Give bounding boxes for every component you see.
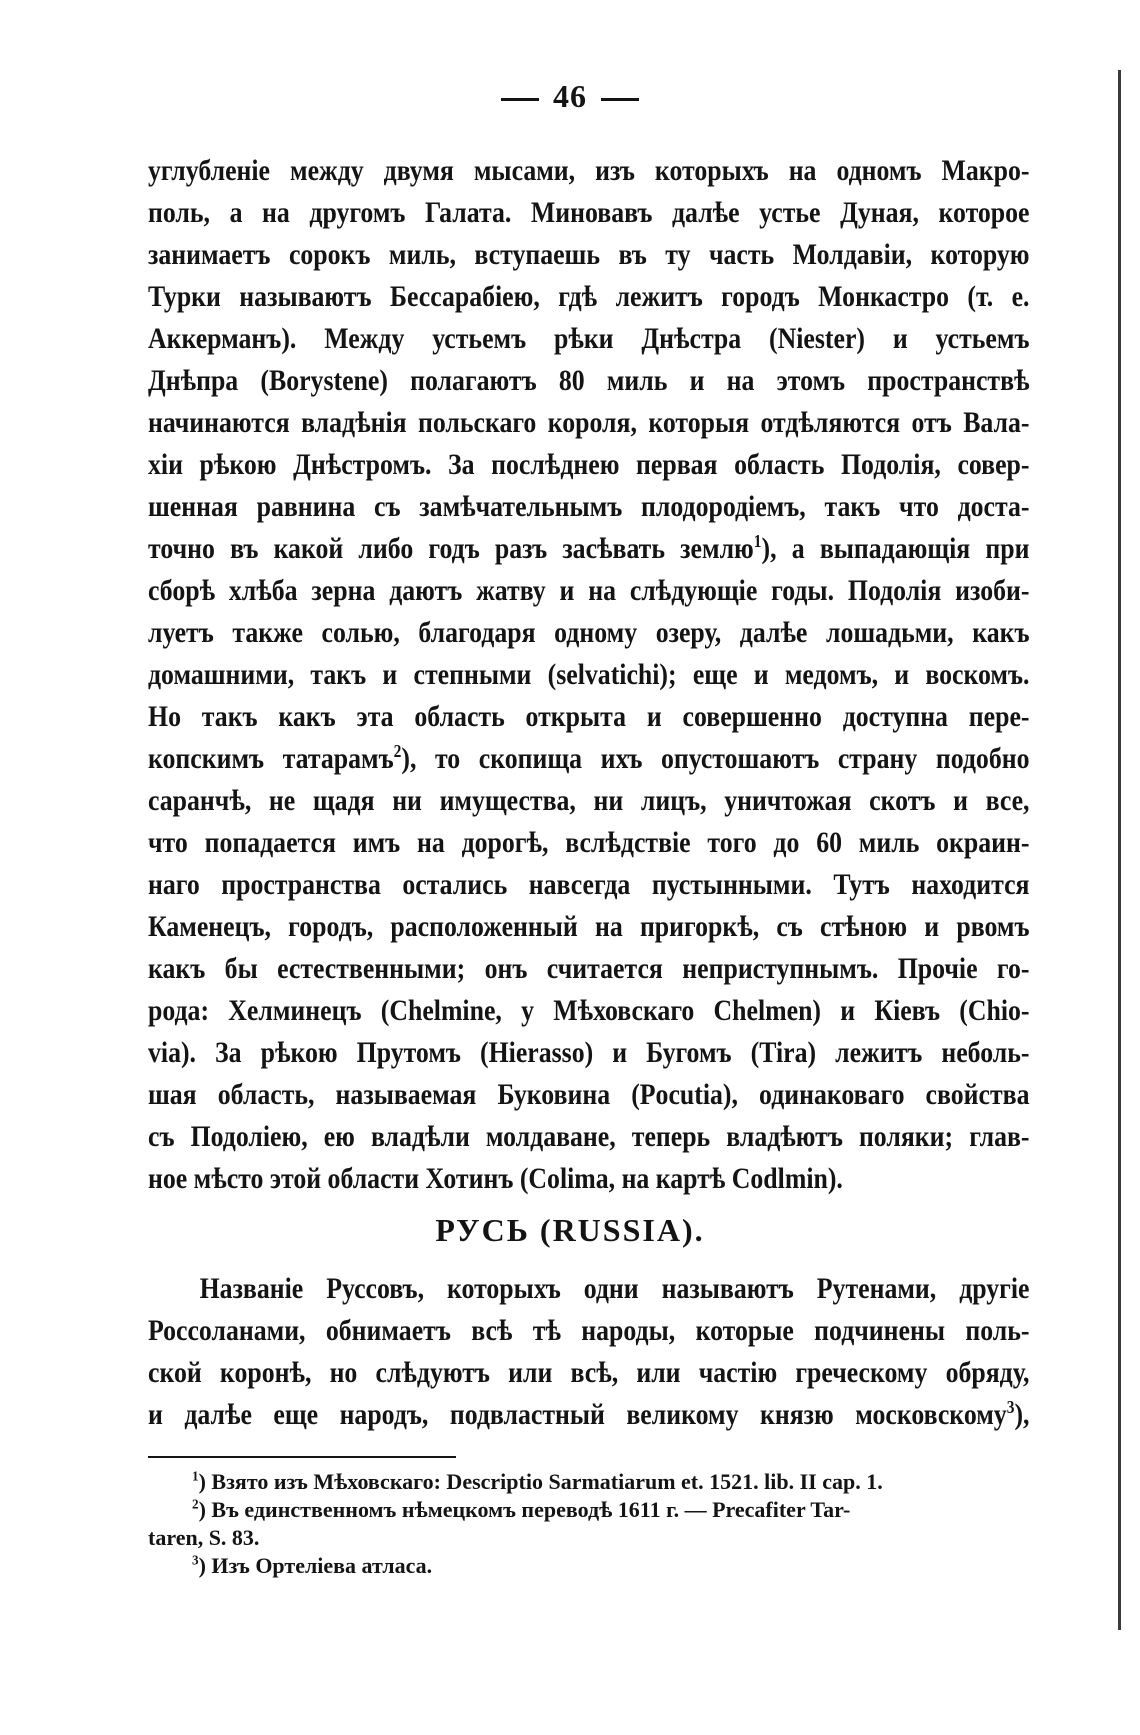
text-line: Днѣпра (Borystene) полагаютъ 80 миль и на этомъ пространствѣ: [148, 364, 1030, 397]
text-line: саранчѣ, не щадя ни имущества, ни лицъ, уничтожая скотъ и все,: [148, 784, 1030, 817]
text-line: ное мѣсто этой области Хотинъ (Colima, на картѣ Codlmin).: [148, 1162, 843, 1195]
text-segment: ),: [1014, 1398, 1030, 1431]
text-line: углубленіе между двумя мысами, изъ которыхъ на одномъ Макро-: [148, 154, 1030, 187]
footnote: [148, 1552, 1030, 1580]
text-line: сборѣ хлѣба зерна даютъ жатву и на слѣдующіе годы. Подолія изоби-: [148, 574, 1030, 607]
text-line: хіи рѣкою Днѣстромъ. За послѣднею первая область Подолія, совер-: [148, 448, 1030, 481]
text-line: Но такъ какъ эта область открыта и совершенно доступна пере-: [148, 700, 1030, 733]
text-line: рода: Хелминецъ (Chelmine, у Мѣховскаго Chelmen) и Кіевъ (Chio-: [148, 994, 1030, 1027]
text-line-with-footnote: [148, 1394, 1030, 1436]
footnote-mark: 3: [1006, 1397, 1015, 1417]
footnote-continuation: taren, S. 83.: [148, 1525, 260, 1550]
footnote-number: 3: [192, 1552, 199, 1568]
folio-dash-right: [601, 98, 639, 101]
text-line: что попадается имъ на дорогѣ, вслѣдствіе того до 60 миль окраин-: [148, 826, 1030, 859]
text-line: домашними, такъ и степными (selvatichi); еще и медомъ, и воскомъ.: [148, 658, 1030, 691]
footnote-text: ) Изъ Ортеліева атласа.: [198, 1553, 433, 1578]
footnote: [148, 1468, 1030, 1496]
page-edge-rule: [1118, 70, 1121, 1630]
section-heading: РУСЬ (RUSSIA).: [435, 1212, 705, 1248]
text-line: via). За рѣкою Прутомъ (Hierasso) и Бугомъ (Tira) лежитъ неболь-: [148, 1036, 1030, 1069]
text-line: наго пространства остались навсегда пустынными. Тутъ находится: [148, 868, 1030, 901]
text-line: шая область, называемая Буковина (Pocutia), одинаковаго свойства: [148, 1078, 1030, 1111]
footnote-text: ) Въ единственномъ нѣмецкомъ переводѣ 1611 г. — Precafiter Tar-: [198, 1497, 851, 1522]
text-line: ской коронѣ, но слѣдуютъ или всѣ, или частію греческому обряду,: [148, 1356, 1030, 1389]
footnote: [148, 1496, 1030, 1524]
text-segment: ), то скопища ихъ опустошаютъ страну подобно: [401, 742, 1030, 775]
footnote-number: 2: [192, 1496, 199, 1512]
section-paragraph: [148, 1268, 1030, 1436]
footnote-separator: [148, 1456, 456, 1458]
text-line: Каменецъ, городъ, расположенный на пригоркѣ, съ стѣною и рвомъ: [148, 910, 1030, 943]
text-segment: точно въ какой либо годъ разъ засѣвать землю: [148, 532, 754, 565]
footnote-number: 1: [192, 1468, 199, 1484]
text-line: Аккерманъ). Между устьемъ рѣки Днѣстра (Niester) и устьемъ: [148, 322, 1030, 355]
text-line: луетъ также солью, благодаря одному озеру, далѣе лошадьми, какъ: [148, 616, 1030, 649]
text-line: поль, а на другомъ Галата. Миновавъ далѣе устье Дуная, которое: [148, 196, 1030, 229]
text-segment: ), а выпадающія при: [761, 532, 1030, 565]
text-line: занимаетъ сорокъ миль, вступаешь въ ту часть Молдавіи, которую: [148, 238, 1030, 271]
text-line: шенная равнина съ замѣчательнымъ плодородіемъ, такъ что доста-: [148, 490, 1030, 523]
text-segment: и далѣе еще народъ, подвластный великому князю московскому: [148, 1398, 1007, 1431]
page-number: [0, 78, 1140, 115]
text-segment: копскимъ татарамъ: [148, 742, 394, 775]
text-line-with-footnote: [148, 528, 1030, 570]
page-number-value: 46: [553, 78, 587, 114]
footnote-mark: 2: [393, 741, 402, 761]
text-line: Турки называютъ Бессарабіею, гдѣ лежитъ городъ Монкастро (т. е.: [148, 280, 1030, 313]
text-line: начинаются владѣнія польскаго короля, которыя отдѣляются отъ Вала-: [148, 406, 1030, 439]
text-line: съ Подоліею, ею владѣли молдаване, теперь владѣютъ поляки; глав-: [148, 1120, 1030, 1153]
text-line: Россоланами, обнимаетъ всѣ тѣ народы, которые подчинены поль-: [148, 1314, 1030, 1347]
footnote-text: ) Взято изъ Мѣховскаго: Descriptio Sarmatiarum et. 1521. lib. II cap. 1.: [198, 1469, 883, 1494]
footnotes: [148, 1468, 1030, 1580]
text-line-with-footnote: [148, 738, 1030, 780]
text-line: какъ бы естественными; онъ считается неприступнымъ. Прочіе го-: [148, 952, 1030, 985]
folio-dash-left: [501, 98, 539, 101]
footnote-mark: 1: [753, 531, 762, 551]
main-paragraph: [148, 150, 1030, 1200]
text-line: Названіе Руссовъ, которыхъ одни называютъ Рутенами, другіе: [199, 1272, 1030, 1305]
